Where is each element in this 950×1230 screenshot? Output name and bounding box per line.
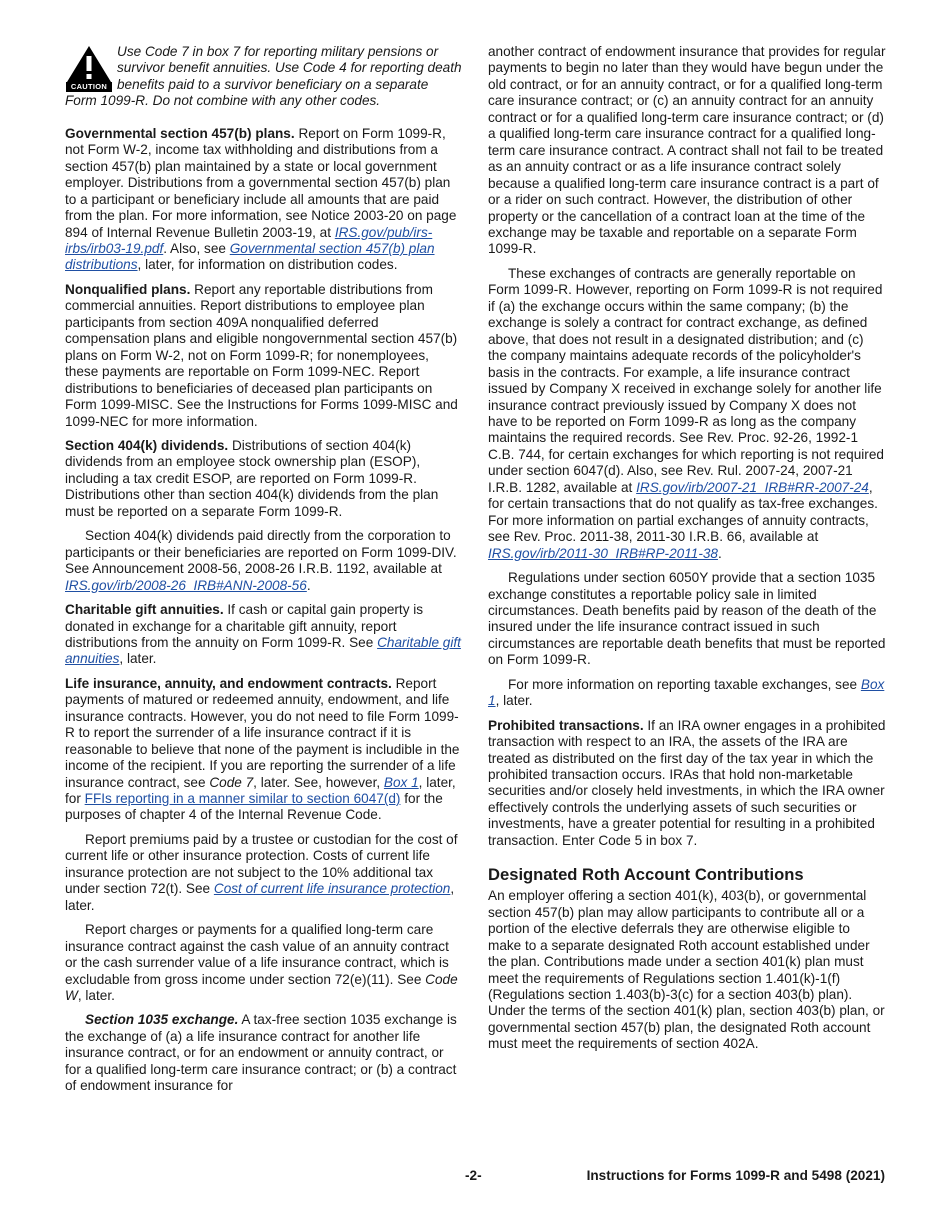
page-footer [65, 1168, 885, 1186]
gov457-text-3: , later, for information on distribution codes. [137, 257, 398, 273]
caution-note [65, 44, 463, 110]
life-insurance-text: Report payments of matured or redeemed annuity, endowment, and life insurance contracts. However, you do not need to file Form 1099-R to report the surrender of a life insurance contract if it is reasonable to believe that none of the payment is includible in the income of the recipient. If you are reporting the surrender of a life insurance contract, see [65, 675, 460, 790]
caution-label: CAUTION [66, 82, 112, 92]
taxable-exchanges-text: For more information on reporting taxable exchanges, see [508, 676, 861, 692]
regulations-6050y-paragraph: Regulations under section 6050Y provide that a section 1035 exchange constitutes a reportable policy sale in limited circumstances. Death benefits paid by reason of the death of the insured under the life insurance contract issued in such circumstances are reportable death benefits that must be reported on Form 1099-R. [488, 570, 886, 668]
gov457-paragraph [65, 126, 463, 274]
charitable-heading: Charitable gift annuities. [65, 602, 224, 618]
roth-section-heading: Designated Roth Account Contributions [488, 865, 804, 885]
ann-2008-56-link[interactable]: IRS.gov/irb/2008-26_IRB#ANN-2008-56 [65, 577, 307, 593]
taxable-exchanges-paragraph [488, 677, 886, 710]
prohibited-text: If an IRA owner engages in a prohibited transaction with respect to an IRA, the assets of the IRA are treated as distributed on the first day of the tax year in which the prohibited transaction occurs. IRAs that hold non-marketable securities and/or closely held investments, in which the IRA owner effectively controls the underlying assets of such securities or investments, have a greater potential for resulting in a prohibited transaction. Enter Code 5 in box 7. [488, 717, 886, 848]
box1-link[interactable]: Box 1 [383, 774, 419, 790]
exchange-continuation-paragraph: another contract of endowment insurance that provides for regular payments to begin no later than they would have begun under the old contract, or for an annuity contract, or for a qualified long-term care insurance contract; or (c) an annuity contract for an annuity contract or for a qualified long-term care insurance contract; or (d) a qualified long-term care insurance contract for a qualified long-term care insurance contract. A contract shall not fail to be treated as an annuity contract or as a life insurance contract solely because a qualified long-term care insurance contract is a part of or a rider on such contract. However, the distribution of other property or the cancellation of a contract loan at the time of the exchange may be taxable and reportable on a separate Form 1099-R. [488, 44, 886, 257]
ltc-charges-text: Report charges or payments for a qualified long-term care insurance contract against the cash value of an annuity contract or the cash surrender value of a life insurance contract, which is excludable from gross income under section 72(e)(11). See [65, 922, 449, 987]
rr-2007-24-link[interactable]: IRS.gov/irb/2007-21_IRB#RR-2007-24 [636, 479, 869, 495]
charitable-paragraph [65, 602, 463, 668]
exchanges-reportable-end: . [717, 545, 722, 561]
premiums-end: , later. [65, 881, 455, 913]
charitable-end: , later. [119, 651, 157, 667]
ltc-charges-end: , later. [77, 988, 115, 1004]
section404k-text-2: Section 404(k) dividends paid directly from the corporation to participants or their beneficiaries are reported on Form 1099-DIV. See Announcement 2008-56, 2008-26 I.R.B. 1192, available at [65, 528, 457, 577]
life-insurance-text-3: , later, for [65, 774, 456, 807]
life-insurance-text-4: for the purposes of chapter 4 of the Internal Revenue Code. [65, 791, 443, 823]
rp-2011-38-link[interactable]: IRS.gov/irb/2011-30_IRB#RP-2011-38 [488, 545, 718, 561]
gov457-text-2: . Also, see [163, 240, 230, 256]
irb03-19-link[interactable]: IRS.gov/pub/irs-irbs/irb03-19.pdf [65, 224, 433, 256]
life-insurance-text-2: , later. See, however, [253, 774, 384, 790]
nonqualified-text: Report any reportable distributions from commercial annuities. Report distributions to employee plan participants from section 409A nonqualified deferred compensation plans and eligible nongovernmental section 457(b) plans on Form W-2, not on Form 1099-R; for nonemployees, these payments are reportable on Form 1099-NEC. Report distributions to beneficiaries of deceased plan participants on Form 1099-MISC. See the Instructions for Forms 1099-MISC and 1099-NEC for more information. [65, 281, 458, 429]
gov457-text: Report on Form 1099-R, not Form W-2, income tax withholding and distributions from a section 457(b) plan maintained by a state or local government employer. Distributions from a governmental section 457(b) plan to a participant or beneficiary include all amounts that are paid from the plan. For more information, see Notice 2003-20 on page 894 of Internal Revenue Bulletin 2003-19, at [65, 125, 457, 240]
gov457-distributions-link[interactable]: Governmental section 457(b) plan distributions [65, 240, 435, 273]
exchanges-reportable-text-2: , for certain transactions that do not qualify as tax-free exchanges. For more information on partial exchanges of annuity contracts, see Rev. Proc. 2011-38, 2011-30 I.R.B. 66, available at [488, 479, 878, 545]
nonqualified-heading: Nonqualified plans. [65, 281, 191, 297]
ffi-reporting-link[interactable]: FFIs reporting in a manner similar to section 6047(d) [84, 791, 401, 807]
section404k-end: . [306, 577, 311, 593]
taxable-exchanges-end: , later. [495, 693, 533, 709]
exchanges-reportable-paragraph [488, 266, 886, 562]
section404k-text: Distributions of section 404(k) dividends from an employee stock ownership plan (ESOP), including a tax credit ESOP, are reported on Form 1099-R. Distributions other than section 404(k) dividends from the plan must be reported on a separate Form 1099-R. [65, 437, 439, 519]
prohibited-paragraph [488, 718, 886, 850]
page-number: -2- [465, 1168, 482, 1183]
code7-ref: Code 7 [209, 774, 254, 790]
premiums-text: Report premiums paid by a trustee or custodian for the cost of current life or other insurance protection. Costs of current life insurance protection are not subject to the 10% additional tax under section 72(t). See [65, 831, 458, 897]
nonqualified-paragraph [65, 282, 463, 430]
ltc-charges-paragraph [65, 922, 463, 1004]
section404k-paragraph [65, 438, 463, 520]
charitable-gift-annuities-link[interactable]: Charitable gift annuities [65, 634, 461, 667]
section404k-paragraph-2 [65, 528, 463, 594]
life-insurance-heading: Life insurance, annuity, and endowment contracts. [65, 675, 392, 691]
caution-text: Use Code 7 in box 7 for reporting military pensions or survivor benefit annuities. Use Code 4 for reporting death benefits paid to a survivor beneficiary on a separate Form 1099-R. Do not combine with any other codes. [65, 44, 462, 109]
document-title: Instructions for Forms 1099-R and 5498 (2021) [586, 1168, 885, 1183]
prohibited-heading: Prohibited transactions. [488, 717, 644, 733]
charitable-text: If cash or capital gain property is donated in exchange for a charitable gift annuity, report distributions from the annuity on Form 1099-R. See [65, 602, 424, 650]
box1-link-2[interactable]: Box 1 [488, 676, 885, 709]
caution-icon [65, 44, 113, 92]
code-w-ref: Code W [65, 971, 458, 1004]
gov457-heading: Governmental section 457(b) plans. [65, 125, 295, 141]
exchanges-reportable-text: These exchanges of contracts are generally reportable on Form 1099-R. However, reporting on Form 1099-R is not required if (a) the exchange occurs within the same company; (b) the exchange is solely a contract for contract exchange, as defined above, that does not result in a designated distribution; and (c) the company maintains adequate records of the policyholder's basis in the contracts. For example, a life insurance contract issued by Company X received in exchange solely for another life insurance contract previously issued by Company X does not have to be reported on Form 1099-R as long as the company maintains the required records. See Rev. Proc. 92-26, 1992-1 C.B. 744, for certain exchanges for which reporting is not required under section 6047(d). Also, see Rev. Rul. 2007-24, 2007-21 I.R.B. 1282, available at [488, 265, 884, 495]
section1035-text: A tax-free section 1035 exchange is the exchange of (a) a life insurance contract for another life insurance contract, or for an endowment or annuity contract, or for a qualified long-term care insurance contract; or (b) a contract of endowment insurance for [65, 1012, 457, 1094]
right-column [488, 44, 886, 1061]
life-insurance-paragraph [65, 676, 463, 824]
roth-paragraph: An employer offering a section 401(k), 403(b), or governmental section 457(b) plan may allow participants to contribute all or a portion of the elective deferrals they are otherwise eligible to make to a separate designated Roth account established under the plan. Contributions made under a section 401(k) plan must meet the requirements of Regulations section 1.401(k)-1(f) (Regulations section 1.403(b)-3(c) for a section 403(b) plan). Under the terms of the section 401(k) plan, section 403(b) plan, or governmental section 457(b) plan, the designated Roth account must meet the requirements of section 402A. [488, 888, 885, 1052]
left-column [65, 44, 463, 1103]
premiums-paragraph [65, 832, 463, 914]
cost-life-insurance-link[interactable]: Cost of current life insurance protection [213, 881, 451, 897]
section1035-heading: Section 1035 exchange. [85, 1012, 239, 1028]
section404k-heading: Section 404(k) dividends. [65, 437, 229, 453]
section1035-paragraph [65, 1012, 463, 1094]
